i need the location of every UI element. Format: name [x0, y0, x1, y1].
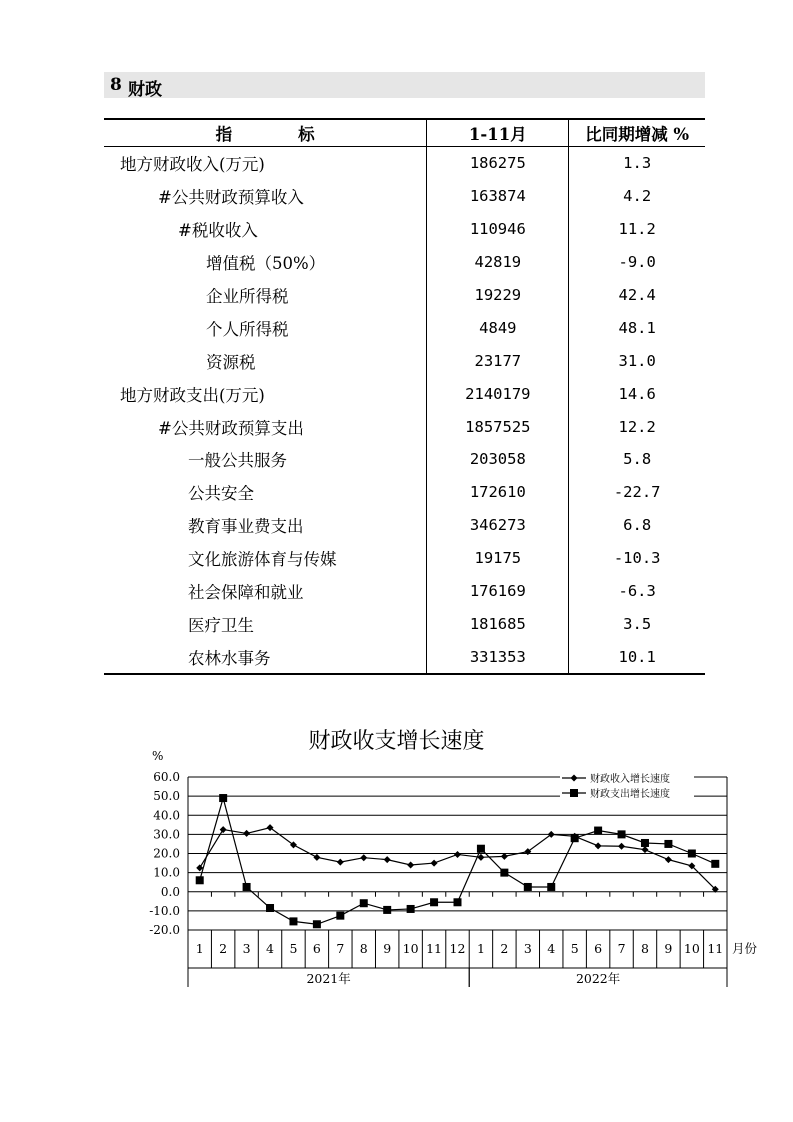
- row-label: #税收收入: [178, 221, 258, 241]
- x-tick-label: 6: [594, 941, 603, 956]
- legend-label: 财政支出增长速度: [590, 789, 670, 800]
- x-tick-label: 4: [547, 941, 556, 956]
- x-tick-label: 3: [523, 941, 532, 956]
- row-label: 资源税: [206, 352, 256, 372]
- row-value: 203058: [427, 443, 569, 476]
- section-title: 财政: [128, 80, 162, 100]
- row-change: 1.3: [623, 154, 652, 173]
- finance-table: [104, 118, 705, 675]
- header-change: 比同期增减 %: [569, 119, 705, 147]
- row-change: 6.8: [623, 516, 652, 535]
- data-point-expenditure: [664, 840, 672, 848]
- x-tick-label: 9: [664, 941, 673, 956]
- data-point-revenue: [454, 851, 461, 858]
- data-point-expenditure: [383, 906, 391, 914]
- data-point-expenditure: [336, 912, 344, 920]
- year-group-label: 2022年: [575, 971, 621, 986]
- x-tick-label: 10: [402, 941, 419, 956]
- legend-marker-square: [570, 789, 578, 797]
- chart-title: 财政收支增长速度: [308, 729, 485, 754]
- data-point-expenditure: [594, 827, 602, 835]
- y-tick-label: 50.0: [153, 789, 180, 804]
- row-label: 医疗卫生: [188, 615, 254, 635]
- x-tick-label: 8: [641, 941, 649, 956]
- row-value: 172610: [427, 476, 569, 509]
- row-value: 110946: [427, 213, 569, 246]
- table-row: [104, 213, 705, 246]
- data-point-expenditure: [196, 876, 204, 884]
- row-label: 一般公共服务: [188, 451, 287, 471]
- table-row: [104, 607, 705, 640]
- table-row: [104, 311, 705, 344]
- row-value: 186275: [427, 147, 569, 180]
- x-axis-unit: 月份: [732, 941, 758, 956]
- row-value: 2140179: [427, 377, 569, 410]
- row-label: 地方财政收入(万元): [120, 155, 265, 175]
- row-change: 14.6: [618, 384, 656, 403]
- data-point-expenditure: [641, 839, 649, 847]
- growth-chart: [0, 740, 793, 1000]
- data-point-revenue: [243, 830, 250, 837]
- y-tick-label: 20.0: [153, 846, 180, 861]
- row-value: 1857525: [427, 410, 569, 443]
- row-value: 19175: [427, 542, 569, 575]
- row-value: 4849: [427, 311, 569, 344]
- row-value: 42819: [427, 246, 569, 279]
- row-change: 4.2: [623, 187, 652, 206]
- data-point-revenue: [595, 842, 602, 849]
- header-indicator: 指 标: [104, 119, 427, 147]
- row-value: 346273: [427, 509, 569, 542]
- data-point-expenditure: [618, 830, 626, 838]
- data-point-revenue: [618, 843, 625, 850]
- row-change: 48.1: [618, 318, 656, 337]
- data-point-expenditure: [430, 898, 438, 906]
- data-point-expenditure: [477, 845, 485, 853]
- x-tick-label: 9: [383, 941, 392, 956]
- row-label: 农林水事务: [104, 640, 427, 674]
- data-point-expenditure: [500, 869, 508, 877]
- row-value: 23177: [427, 344, 569, 377]
- y-tick-label: 10.0: [153, 865, 180, 880]
- x-tick-label: 1: [195, 941, 204, 956]
- data-point-revenue: [337, 859, 344, 866]
- row-value: 331353: [427, 640, 569, 674]
- row-label: 个人所得税: [206, 319, 289, 339]
- y-axis-unit: %: [152, 749, 164, 763]
- table-row: [104, 542, 705, 575]
- data-point-revenue: [641, 846, 648, 853]
- row-change: -9.0: [618, 253, 656, 272]
- data-point-revenue: [407, 861, 414, 868]
- row-change: 3.5: [623, 614, 652, 633]
- y-tick-label: 60.0: [153, 770, 180, 784]
- table-row: [104, 410, 705, 443]
- data-point-revenue: [431, 860, 438, 867]
- data-point-expenditure: [407, 905, 415, 913]
- data-point-revenue: [384, 856, 391, 863]
- data-point-expenditure: [219, 794, 227, 802]
- x-tick-label: 11: [707, 941, 724, 956]
- row-change: -22.7: [613, 483, 661, 502]
- row-label: 文化旅游体育与传媒: [188, 550, 337, 570]
- x-tick-label: 1: [476, 941, 485, 956]
- y-tick-label: 30.0: [153, 827, 180, 842]
- row-value: 163874: [427, 180, 569, 213]
- row-label: 企业所得税: [206, 287, 289, 306]
- x-tick-label: 10: [683, 941, 700, 956]
- row-change: 5.8: [623, 450, 652, 469]
- y-tick-label: -20.0: [149, 923, 180, 937]
- data-point-expenditure: [266, 904, 274, 912]
- row-change: 31.0: [618, 351, 656, 370]
- year-group-label: 2021年: [306, 971, 351, 986]
- row-label: 地方财政支出(万元): [120, 385, 265, 405]
- x-tick-label: 7: [617, 941, 626, 956]
- row-value: 176169: [427, 575, 569, 608]
- data-point-expenditure: [688, 850, 696, 858]
- row-value: 181685: [427, 607, 569, 640]
- row-label: 公共安全: [188, 484, 254, 504]
- row-change: 42.4: [618, 286, 656, 304]
- table-row: [104, 476, 705, 509]
- table-row: [104, 575, 705, 608]
- table-row: [104, 377, 705, 410]
- row-label: #公共财政预算支出: [158, 418, 304, 438]
- x-tick-label: 5: [289, 941, 298, 956]
- legend-label: 财政收入增长速度: [590, 774, 670, 785]
- table-header-row: [104, 119, 705, 147]
- section-number: 8: [110, 75, 122, 95]
- row-label: 教育事业费支出: [188, 517, 304, 537]
- y-tick-label: 40.0: [153, 808, 180, 823]
- x-tick-label: 7: [336, 941, 345, 956]
- table-row: [104, 509, 705, 542]
- data-point-expenditure: [289, 917, 297, 925]
- header-period: 1-11月: [427, 119, 569, 147]
- x-tick-label: 2: [500, 941, 509, 956]
- data-point-expenditure: [547, 883, 555, 891]
- x-tick-label: 8: [359, 941, 368, 956]
- row-label: #公共财政预算收入: [158, 188, 304, 208]
- row-label: 增值税（50%）: [206, 254, 326, 274]
- data-point-expenditure: [711, 860, 719, 868]
- data-point-expenditure: [313, 920, 321, 928]
- row-change: 12.2: [618, 417, 656, 436]
- y-tick-label: -10.0: [149, 903, 180, 918]
- data-point-revenue: [665, 856, 672, 863]
- data-point-revenue: [220, 826, 227, 833]
- table-row: [104, 279, 705, 312]
- section-header: [104, 72, 705, 98]
- x-tick-label: 12: [449, 941, 466, 956]
- table-row: [104, 180, 705, 213]
- table-row: [104, 443, 705, 476]
- data-point-expenditure: [360, 899, 368, 907]
- data-point-expenditure: [571, 834, 579, 842]
- x-tick-label: 6: [312, 941, 321, 956]
- table-row: [104, 246, 705, 279]
- row-change: -6.3: [618, 582, 656, 601]
- table-row: [104, 147, 705, 180]
- row-change: 10.1: [569, 640, 705, 674]
- y-tick-label: 0.0: [160, 884, 180, 899]
- series-line-1: [200, 828, 716, 890]
- x-tick-label: 4: [266, 941, 274, 956]
- data-point-expenditure: [524, 883, 532, 891]
- row-value: 19229: [427, 279, 569, 312]
- data-point-expenditure: [243, 883, 251, 891]
- row-label: 社会保障和就业: [188, 583, 304, 603]
- x-tick-label: 11: [426, 941, 443, 956]
- table-row: [104, 640, 705, 674]
- data-point-revenue: [360, 854, 367, 861]
- x-tick-label: 5: [570, 941, 579, 956]
- data-point-expenditure: [454, 898, 462, 906]
- row-change: 11.2: [618, 220, 656, 239]
- data-point-revenue: [313, 854, 320, 861]
- x-tick-label: 3: [242, 941, 251, 956]
- table-row: [104, 344, 705, 377]
- row-change: -10.3: [613, 549, 661, 568]
- x-tick-label: 2: [219, 941, 228, 956]
